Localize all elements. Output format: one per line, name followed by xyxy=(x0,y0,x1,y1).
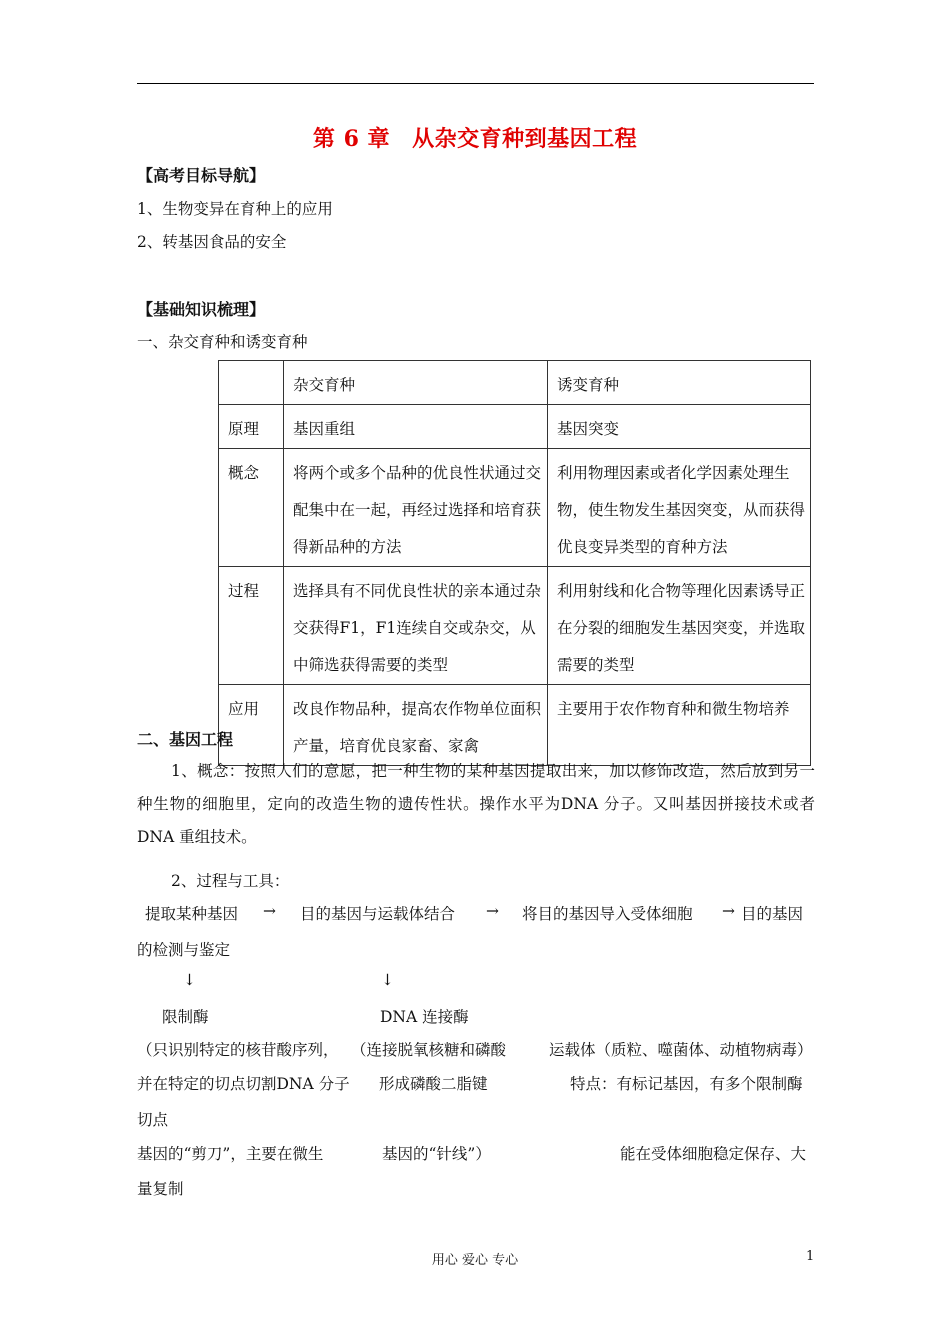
table-cell: 利用物理因素或者化学因素处理生物，使生物发生基因突变，从而获得优良变异类型的育种方法 xyxy=(548,449,811,567)
flow-step: 目的基因 xyxy=(741,905,804,923)
table-cell: 利用射线和化合物等理化因素诱导正在分裂的细胞发生基因突变，并选取需要的类型 xyxy=(548,567,811,685)
subsection-heading: 二、基因工程 xyxy=(137,730,234,749)
flow-step: 将目的基因导入受体细胞 xyxy=(522,905,693,923)
table-cell xyxy=(219,361,284,405)
section-basics-heading: 【基础知识梳理】 xyxy=(137,300,266,319)
tool-note: 量复制 xyxy=(137,1180,184,1198)
tool-note: 切点 xyxy=(137,1111,169,1129)
process-title: 2、过程与工具： xyxy=(171,872,290,890)
arrow-right-icon: → xyxy=(486,902,499,920)
tool-note: （连接脱氧核糖和磷酸 xyxy=(351,1041,507,1059)
page-footer: 用心 爱心 专心 xyxy=(431,1253,519,1268)
breeding-comparison-table xyxy=(218,360,811,766)
flow-step-continuation: 的检测与鉴定 xyxy=(137,941,231,959)
table-cell: 基因突变 xyxy=(548,405,811,449)
page-number: 1 xyxy=(806,1249,815,1264)
section-goals-heading: 【高考目标导航】 xyxy=(137,166,266,185)
tool-note: 基因的“针线”） xyxy=(382,1145,491,1163)
header-rule xyxy=(137,83,814,84)
table-row xyxy=(219,405,811,449)
flow-step: 提取某种基因 xyxy=(145,905,239,923)
tool-note: 运载体（质粒、噬菌体、动植物病毒） xyxy=(549,1041,813,1059)
table-row xyxy=(219,361,811,405)
tool-note: 特点：有标记基因，有多个限制酶 xyxy=(570,1075,803,1093)
table-row xyxy=(219,449,811,567)
tool-note: （只识别特定的核苷酸序列， xyxy=(137,1041,339,1059)
tool-note: 并在特定的切点切割DNA 分子 xyxy=(137,1075,350,1093)
tool-note: 形成磷酸二脂键 xyxy=(379,1075,488,1093)
table-cell: 主要用于农作物育种和微生物培养 xyxy=(548,685,811,766)
table-row-label: 原理 xyxy=(219,405,284,449)
table-header-cell: 诱变育种 xyxy=(548,361,811,405)
table-row xyxy=(219,567,811,685)
arrow-right-icon: → xyxy=(722,902,735,920)
subsection-title: 一、杂交育种和诱变育种 xyxy=(137,333,308,351)
tool-restriction-enzyme: 限制酶 xyxy=(162,1008,209,1026)
flow-step: 目的基因与运载体结合 xyxy=(300,905,456,923)
table-row-label: 概念 xyxy=(219,449,284,567)
arrow-down-icon: ↓ xyxy=(183,971,196,989)
goal-item: 1、生物变异在育种上的应用 xyxy=(137,200,333,218)
tool-ligase: DNA 连接酶 xyxy=(380,1008,469,1026)
concept-paragraph: 1、概念：按照人们的意愿，把一种生物的某种基因提取出来，加以修饰改造，然后放到另一种生物的细胞里，定向的改造生物的遗传性状。操作水平为DNA 分子。又叫基因拼接技术或者DNA 重组技术。 xyxy=(137,762,815,846)
arrow-down-icon: ↓ xyxy=(381,971,394,989)
tool-note: 基因的“剪刀”，主要在微生 xyxy=(137,1145,324,1163)
table-cell: 选择具有不同优良性状的亲本通过杂交获得F1，F1连续自交或杂交，从中筛选获得需要的类型 xyxy=(284,567,548,685)
goal-item: 2、转基因食品的安全 xyxy=(137,233,287,251)
tool-note: 能在受体细胞稳定保存、大 xyxy=(620,1145,807,1163)
table-row-label: 应用 xyxy=(219,685,284,766)
table-cell: 基因重组 xyxy=(284,405,548,449)
table-header-cell: 杂交育种 xyxy=(284,361,548,405)
table-row-label: 过程 xyxy=(219,567,284,685)
table-cell: 将两个或多个品种的优良性状通过交配集中在一起，再经过选择和培育获得新品种的方法 xyxy=(284,449,548,567)
table-row xyxy=(219,685,811,766)
arrow-right-icon: → xyxy=(263,902,276,920)
page-title: 第 6 章 从杂交育种到基因工程 xyxy=(312,126,638,152)
table-cell: 改良作物品种，提高农作物单位面积产量，培育优良家畜、家禽 xyxy=(284,685,548,766)
